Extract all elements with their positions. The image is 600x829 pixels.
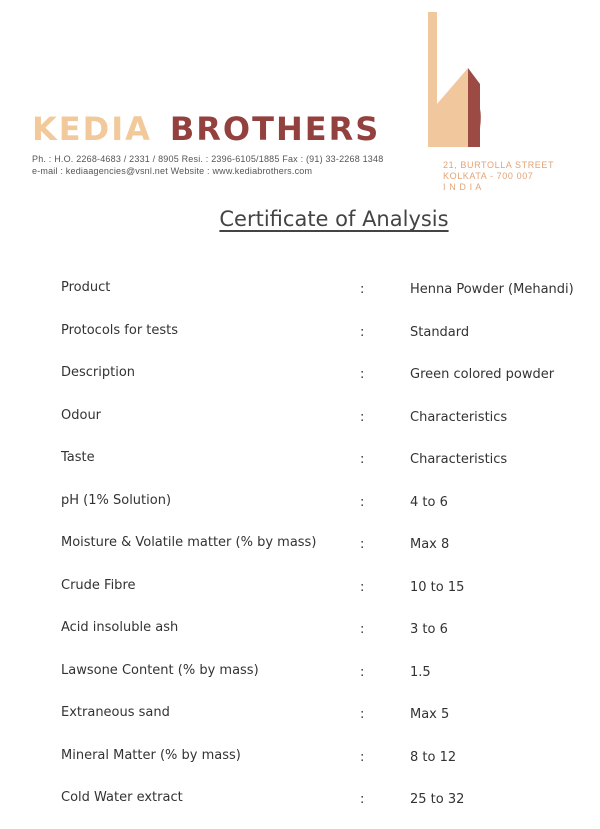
- company-name-brothers: BROTHERS: [169, 110, 381, 148]
- spec-colon: :: [360, 367, 365, 382]
- kb-monogram-icon: [428, 12, 484, 152]
- spec-colon: :: [360, 579, 365, 595]
- document-title-text: Certificate of Analysis: [219, 207, 449, 231]
- spec-value: 25 to 32: [410, 792, 465, 807]
- spec-row: [0, 319, 600, 362]
- spec-colon: :: [360, 622, 365, 637]
- spec-colon: :: [360, 324, 365, 340]
- spec-value: Characteristics: [410, 409, 508, 425]
- spec-colon: :: [360, 707, 365, 722]
- spec-colon: :: [360, 409, 365, 425]
- spec-label: Acid insoluble ash: [61, 620, 179, 635]
- spec-value: Green colored powder: [410, 367, 555, 382]
- spec-label: Extraneous sand: [61, 705, 170, 720]
- spec-value: Max 8: [410, 537, 450, 552]
- spec-row: [0, 786, 600, 829]
- spec-value: 8 to 12: [410, 749, 457, 765]
- document-title: [0, 207, 600, 231]
- spec-value: 10 to 15: [410, 579, 465, 595]
- spec-label: Description: [61, 365, 136, 380]
- spec-row: [0, 404, 600, 447]
- spec-value: 3 to 6: [410, 622, 448, 637]
- spec-label: Cold Water extract: [61, 790, 183, 805]
- spec-value: Characteristics: [410, 452, 508, 467]
- spec-row: [0, 276, 600, 319]
- spec-label: Mineral Matter (% by mass): [61, 747, 241, 763]
- company-address: [443, 160, 554, 193]
- spec-value: 4 to 6: [410, 494, 448, 510]
- spec-row: [0, 489, 600, 532]
- address-line: I N D I A: [443, 182, 482, 192]
- spec-colon: :: [360, 749, 365, 765]
- spec-label: Lawsone Content (% by mass): [61, 662, 259, 678]
- spec-row: [0, 574, 600, 617]
- company-name: [32, 110, 380, 148]
- spec-row: [0, 701, 600, 744]
- spec-colon: :: [360, 537, 365, 552]
- spec-value: Henna Powder (Mehandi): [410, 282, 574, 297]
- spec-row: [0, 361, 600, 404]
- spec-label: Protocols for tests: [61, 322, 179, 338]
- spec-colon: :: [360, 494, 365, 510]
- spec-label: pH (1% Solution): [61, 492, 172, 508]
- spec-label: Product: [61, 280, 111, 295]
- spec-colon: :: [360, 792, 365, 807]
- spec-value: 1.5: [410, 664, 431, 680]
- spec-label: Taste: [61, 450, 95, 465]
- spec-label: Crude Fibre: [61, 577, 136, 593]
- spec-colon: :: [360, 452, 365, 467]
- spec-row: [0, 744, 600, 787]
- address-line: 21, BURTOLLA STREET: [443, 160, 555, 170]
- spec-label: Moisture & Volatile matter (% by mass): [61, 535, 317, 550]
- company-name-kedia: KEDIA: [32, 110, 152, 148]
- specifications-table: [0, 276, 600, 829]
- contact-phone-fax: Ph. : H.O. 2268-4683 / 2331 / 8905 Resi. : 2396-6105/1885 Fax : (91) 33-2268 1348: [32, 154, 384, 164]
- spec-colon: :: [360, 282, 365, 297]
- spec-label: Odour: [61, 407, 102, 423]
- contact-email-website: e-mail : kediaagencies@vsnl.net Website : www.kediabrothers.com: [32, 166, 313, 176]
- address-line: KOLKATA - 700 007: [443, 171, 534, 181]
- spec-row: [0, 616, 600, 659]
- spec-value: Standard: [410, 324, 470, 340]
- spec-colon: :: [360, 664, 365, 680]
- spec-value: Max 5: [410, 707, 450, 722]
- spec-row: [0, 446, 600, 489]
- spec-row: [0, 659, 600, 702]
- spec-row: [0, 531, 600, 574]
